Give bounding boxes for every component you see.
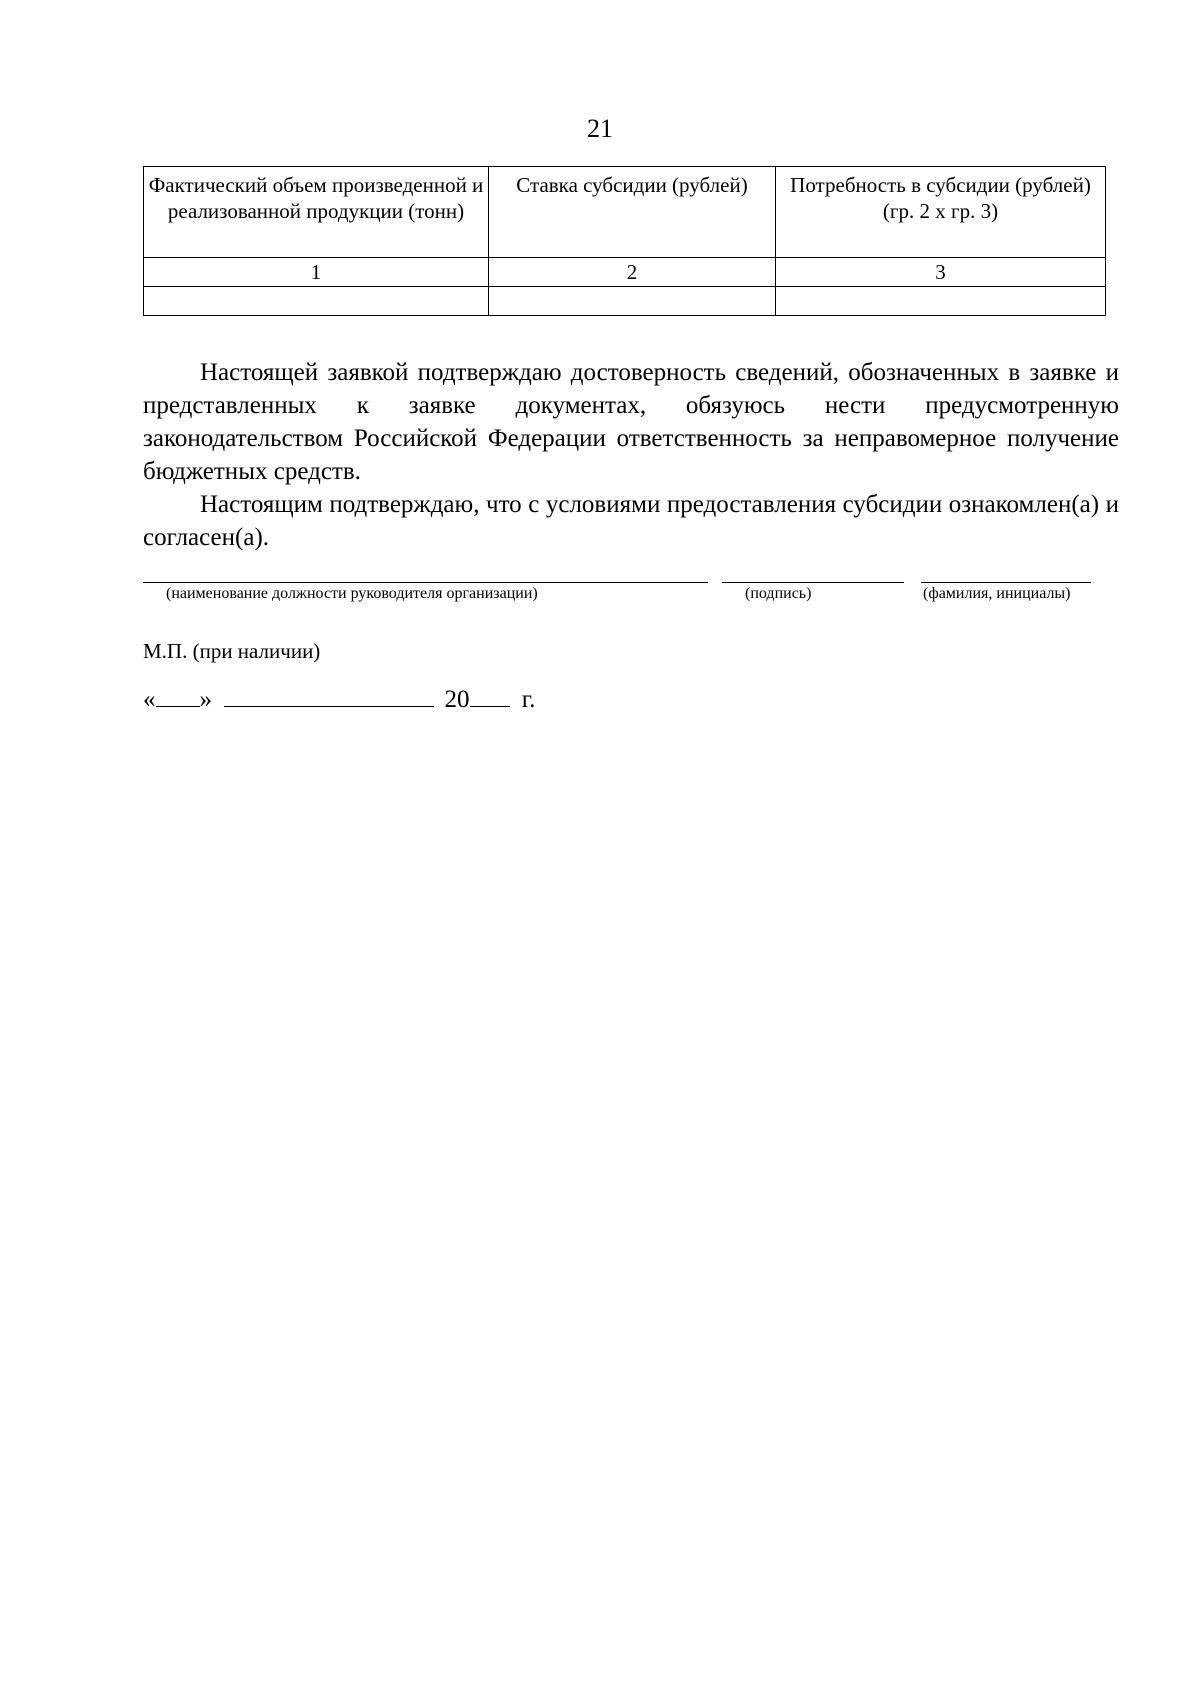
signature-caption: (подпись) [745, 585, 812, 602]
name-caption: (фамилия, инициалы) [923, 585, 1071, 602]
header-cell-need: Потребность в субсидии (рублей) (гр. 2 x гр. 3) [776, 167, 1106, 258]
date-open-quote: « [143, 686, 156, 713]
header-cell-volume: Фактический объем произведенной и реализованной продукции (тонн) [144, 167, 489, 258]
position-caption: (наименование должности руководителя организации) [166, 585, 538, 602]
statement-paragraph-reliability: Настоящей заявкой подтверждаю достоверность сведений, обозначенных в заявке и представленных к заявке документах, обязуюсь нести предусмотренную законодательством Российской Федерации ответственность за неправомерное получение бюджетных средств. [143, 359, 1119, 485]
column-number-2: 2 [489, 258, 776, 287]
header-cell-rate: Ставка субсидии (рублей) [489, 167, 776, 258]
year-suffix: г. [521, 686, 536, 713]
table-cell-need[interactable] [776, 287, 1106, 316]
subsidy-table [143, 166, 1106, 316]
column-number-1: 1 [144, 258, 489, 287]
stamp-label: М.П. (при наличии) [143, 639, 321, 663]
table-header-row [144, 167, 1106, 258]
year-prefix: 20 [444, 686, 470, 713]
signature-line[interactable] [722, 582, 904, 583]
table-cell-volume[interactable] [144, 287, 489, 316]
position-signature-line[interactable] [143, 582, 708, 583]
page-number: 21 [587, 114, 613, 143]
table-row [144, 287, 1106, 316]
name-signature-line[interactable] [921, 582, 1091, 583]
date-line [143, 684, 535, 716]
year-blank[interactable] [470, 684, 510, 707]
date-close-quote: » [199, 686, 212, 713]
column-number-3: 3 [776, 258, 1106, 287]
statement-paragraph-consent: Настоящим подтверждаю, что с условиями предоставления субсидии ознакомлен(а) и согласен(а). [143, 491, 1119, 551]
table-cell-rate[interactable] [489, 287, 776, 316]
month-blank[interactable] [224, 684, 434, 707]
day-blank[interactable] [156, 684, 200, 707]
table-column-number-row [144, 258, 1106, 287]
